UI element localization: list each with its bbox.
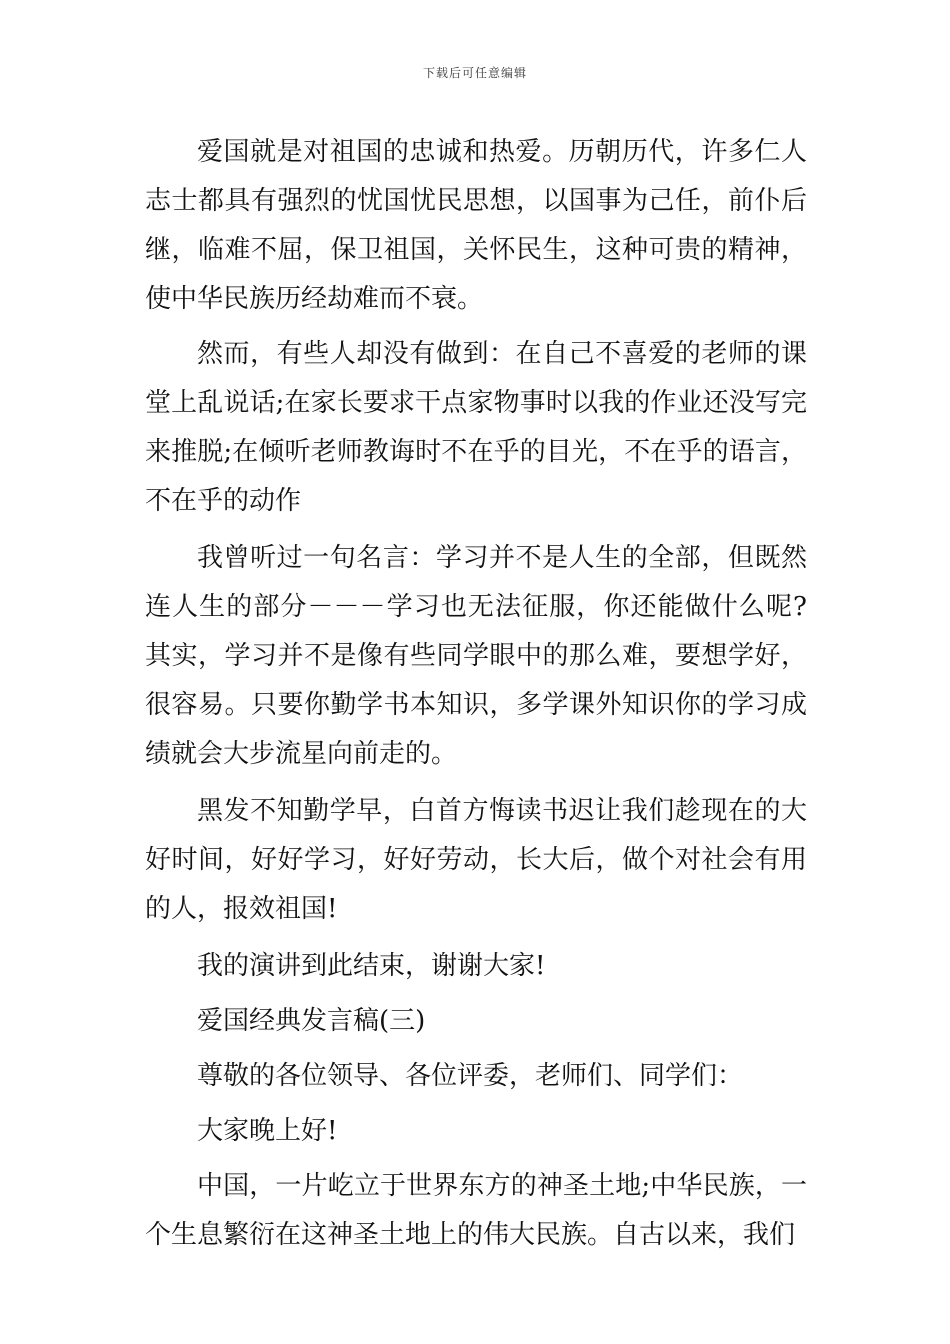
paragraph-greeting: 大家晚上好! [197,1116,338,1146]
page-header: 下载后可任意编辑 [422,66,527,80]
paragraph-china-intro: 中国，一片屹立于世界东方的神圣土地;中华民族，一个生息繁衍在这神圣土地上的伟大民族。自古以来，我们 [145,1171,807,1250]
paragraph-study-early: 黑发不知勤学早，白首方悔读书迟让我们趁现在的大好时间，好好学习，好好劳动，长大后，做个对社会有用的人，报效祖国! [145,796,807,924]
document-body [145,128,807,1260]
paragraph-speech-end: 我的演讲到此结束，谢谢大家! [197,951,546,981]
paragraph-famous-saying: 我曾听过一句名言：学习并不是人生的全部，但既然连人生的部分－－－学习也无法征服，你还能做什么呢?其实，学习并不是像有些同学眼中的那么难，要想学好，很容易。只要你勤学书本知识，多学课外知识你的学习成绩就会大步流星向前走的。 [145,543,807,769]
paragraph-patriotism-definition: 爱国就是对祖国的忠诚和热爱。历朝历代，许多仁人志士都具有强烈的忧国忧民思想，以国事为己任，前仆后继，临难不屈，保卫祖国，关怀民生，这种可贵的精神，使中华民族历经劫难而不衰。 [145,137,807,314]
paragraph-salutation: 尊敬的各位领导、各位评委，老师们、同学们： [197,1061,744,1091]
section-heading: 爱国经典发言稿(三) [197,1006,426,1036]
paragraph-some-people-failed: 然而，有些人却没有做到：在自己不喜爱的老师的课堂上乱说话;在家长要求干点家物事时以我的作业还没写完来推脱;在倾听老师教诲时不在乎的目光，不在乎的语言，不在乎的动作 [145,339,807,516]
